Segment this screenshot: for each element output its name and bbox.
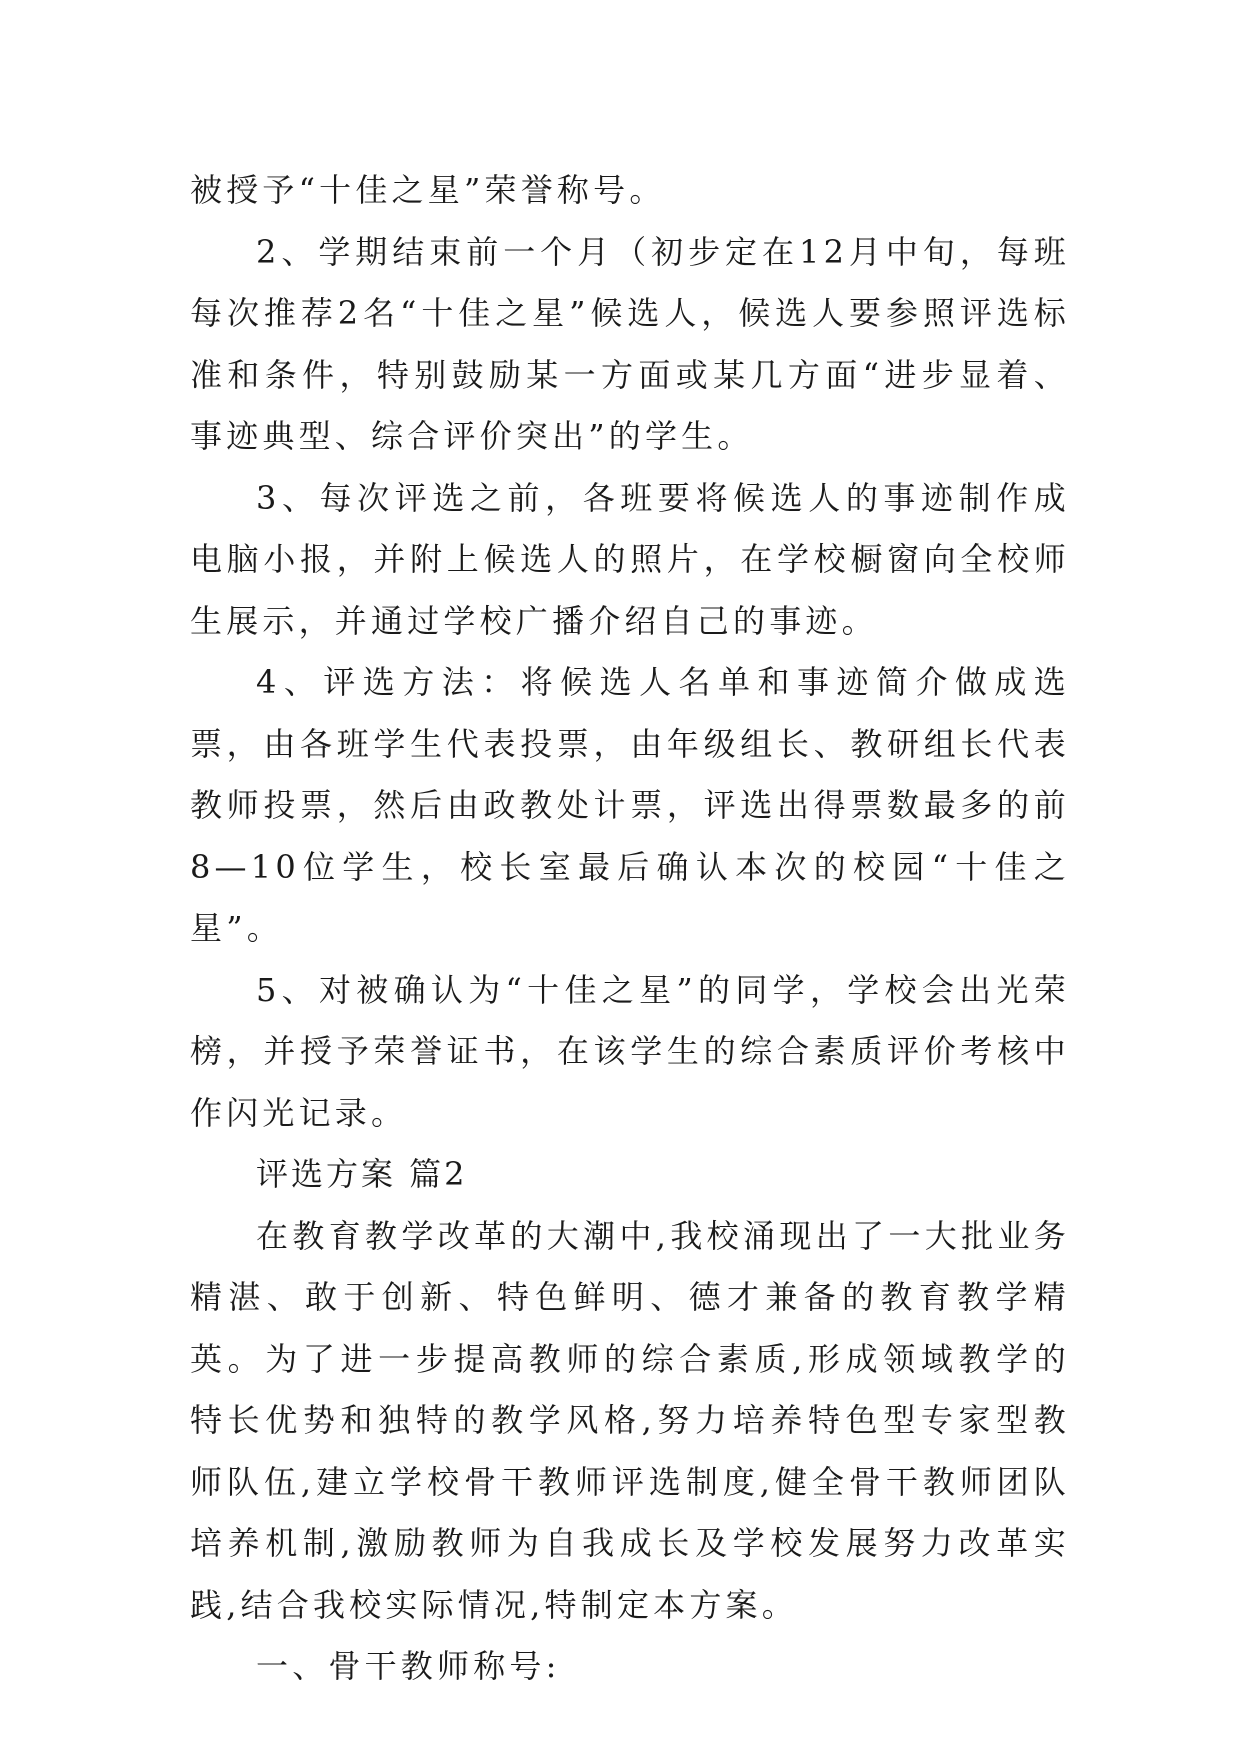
paragraph-item-4: 4、评选方法：将候选人名单和事迹简介做成选票，由各班学生代表投票，由年级组长、教研组长代表教师投票，然后由政教处计票，评选出得票数最多的前8—10位学生，校长室最后确认本次的校园“十佳之星”。: [190, 663, 1070, 947]
paragraph-intro: 在教育教学改革的大潮中,我校涌现出了一大批业务精湛、敢于创新、特色鲜明、德才兼备的教育教学精英。为了进一步提高教师的综合素质,形成领域教学的特长优势和独特的教学风格,努力培养特色型专家型教师队伍,建立学校骨干教师评选制度,健全骨干教师团队培养机制,激励教师为自我成长及学校发展努力改革实践,结合我校实际情况,特制定本方案。: [190, 1216, 1070, 1624]
paragraph-item-5: 5、对被确认为“十佳之星”的同学，学校会出光荣榜，并授予荣誉证书，在该学生的综合素质评价考核中作闪光记录。: [190, 970, 1070, 1132]
section-heading: 评选方案 篇2: [256, 1155, 468, 1193]
subsection-heading: 一、骨干教师称号:: [256, 1647, 561, 1685]
paragraph-item-3: 3、每次评选之前，各班要将候选人的事迹制作成电脑小报，并附上候选人的照片，在学校橱窗向全校师生展示，并通过学校广播介绍自己的事迹。: [190, 478, 1070, 640]
paragraph-continuation: 被授予“十佳之星”荣誉称号。: [190, 171, 666, 209]
document-body: [190, 160, 1070, 1698]
paragraph-item-2: 2、学期结束前一个月（初步定在12月中旬，每班每次推荐2名“十佳之星”候选人，候选人要参照评选标准和条件，特别鼓励某一方面或某几方面“进步显着、事迹典型、综合评价突出”的学生。: [190, 232, 1070, 455]
